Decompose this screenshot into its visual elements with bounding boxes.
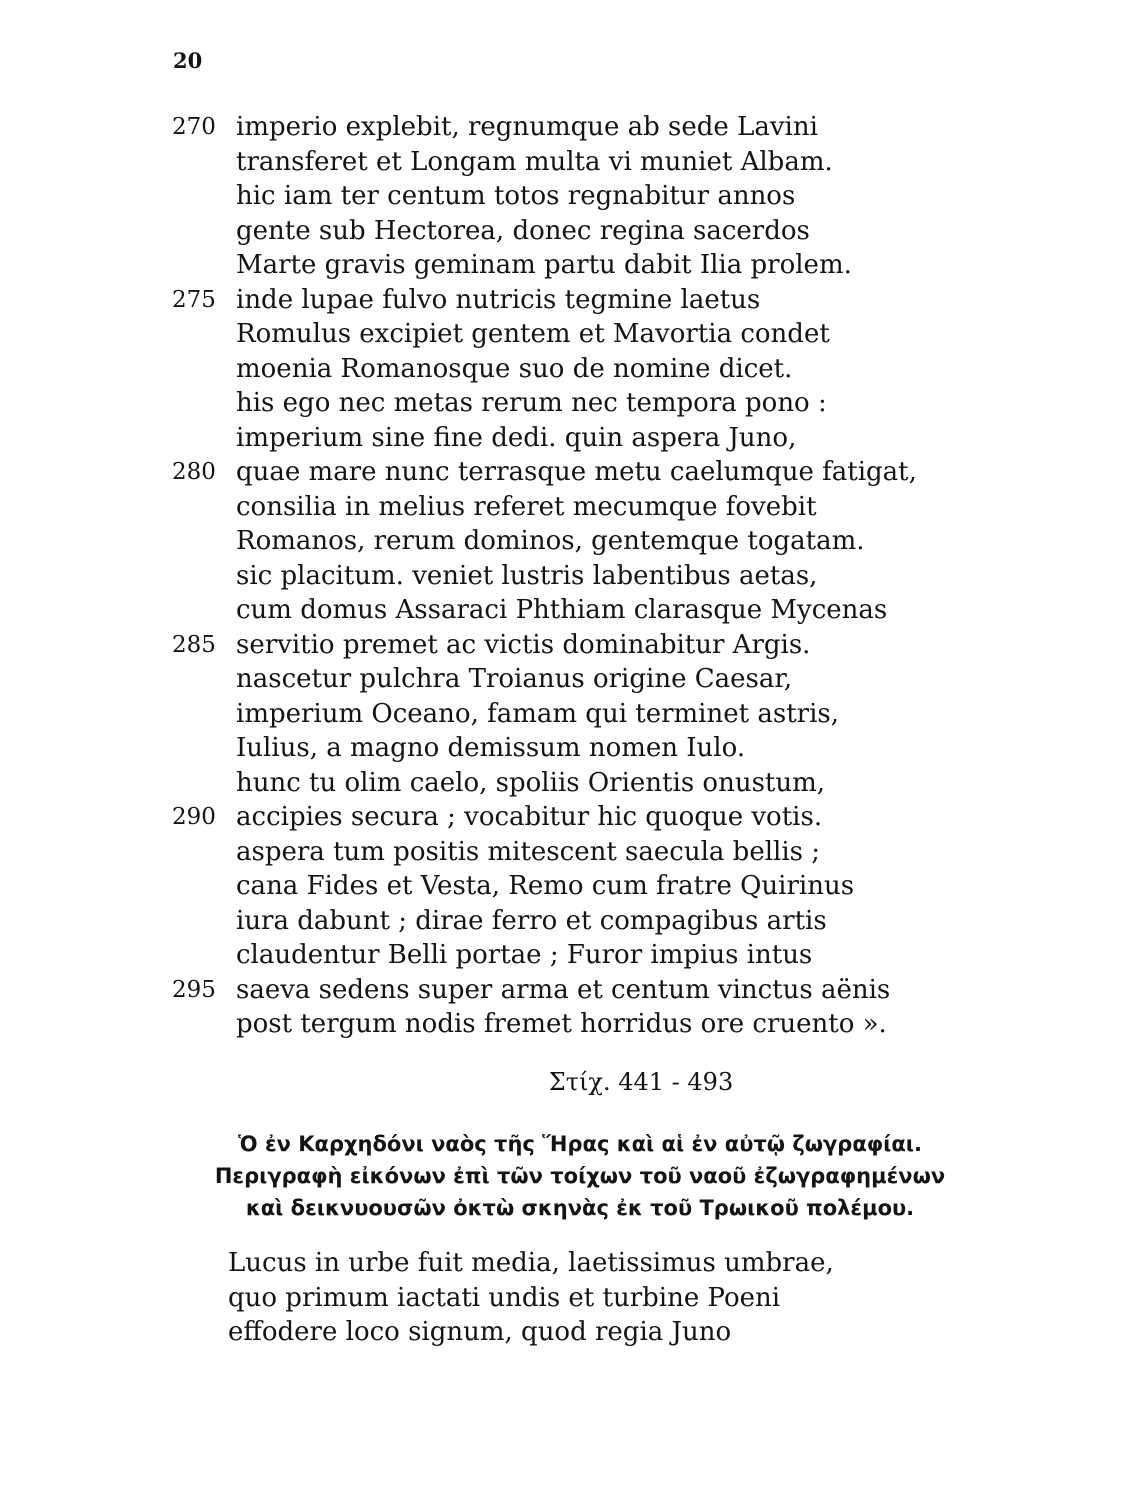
verse-reference: Στίχ. 441 - 493 [548, 1068, 734, 1096]
verse-line [0, 214, 1122, 249]
verse-text: Lucus in urbe fuit media, laetissimus umbrae, [228, 1248, 834, 1278]
heading-line: Ὁ ἐν Καρχηδόνι ναὸς τῆς Ἥρας καὶ αἱ ἐν αὐτῷ ζωγραφίαι. [238, 1132, 922, 1156]
verse-line [0, 662, 1122, 697]
verse-text: imperium Oceano, famam qui terminet astris, [236, 698, 839, 729]
verse-line [0, 697, 1122, 732]
verse-text: hic iam ter centum totos regnabitur annos [236, 181, 796, 211]
verse-line [0, 731, 1122, 766]
verse-line [0, 1281, 1122, 1316]
verse-text: servitio premet ac victis dominabitur Argis. [236, 629, 811, 660]
verse-text: his ego nec metas rerum nec tempora pono : [236, 388, 827, 418]
verse-text: quae mare nunc terrasque metu caelumque fatigat, [236, 457, 917, 487]
verse-text: Iulius, a magno demissum nomen Iulo. [236, 733, 746, 763]
verse-text: moenia Romanosque suo de nomine dicet. [236, 353, 793, 384]
verse-line [0, 110, 1122, 145]
page-number: 20 [173, 48, 203, 73]
verse-text: imperium sine fine dedi. quin aspera Juno, [236, 422, 797, 453]
verse-text: cum domus Assaraci Phthiam clarasque Mycenas [236, 595, 888, 625]
verse-text: transferet et Longam multa vi muniet Albam. [236, 146, 833, 177]
verse-line [0, 248, 1122, 283]
verse-text: imperio explebit, regnumque ab sede Lavini [236, 112, 818, 142]
verse-text: aspera tum positis mitescent saecula bellis ; [236, 836, 821, 867]
poem-passage [0, 110, 1122, 1042]
verse-line [0, 628, 1122, 663]
verse-line [0, 524, 1122, 559]
verse-line [0, 421, 1122, 456]
verse-line [0, 352, 1122, 387]
verse-line [0, 904, 1122, 939]
verse-text: accipies secura ; vocabitur hic quoque votis. [236, 802, 823, 832]
verse-line [0, 766, 1122, 801]
verse-text: nascetur pulchra Troianus origine Caesar, [236, 664, 793, 694]
verse-text: post tergum nodis fremet horridus ore cruento ». [236, 1009, 887, 1039]
verse-text: iura dabunt ; dirae ferro et compagibus artis [236, 905, 827, 936]
verse-number: 270 [172, 114, 216, 140]
verse-text: gente sub Hectorea, donec regina sacerdos [236, 215, 810, 246]
verse-line [0, 317, 1122, 352]
verse-text: Romulus excipiet gentem et Mavortia condet [236, 319, 830, 349]
verse-number: 290 [172, 804, 216, 830]
heading-line: καὶ δεικνυουσῶν ὀκτὼ σκηνὰς ἐκ τοῦ Τρωικοῦ πολέμου. [245, 1196, 915, 1220]
verse-text: cana Fides et Vesta, Remo cum fratre Quirinus [236, 871, 855, 901]
verse-line [0, 490, 1122, 525]
verse-line [0, 869, 1122, 904]
verse-number: 285 [172, 631, 216, 658]
verse-text: Marte gravis geminam partu dabit Ilia prolem. [236, 250, 852, 280]
section-heading [150, 1128, 1010, 1224]
verse-text: sic placitum. veniet lustris labentibus aetas, [236, 560, 818, 591]
verse-text: claudentur Belli portae ; Furor impius intus [236, 940, 813, 970]
verse-line [0, 835, 1122, 870]
verse-line [0, 145, 1122, 180]
verse-line [0, 938, 1122, 973]
verse-number: 280 [172, 459, 216, 485]
verse-text: quo primum iactati undis et turbine Poeni [228, 1282, 781, 1313]
verse-number: 275 [172, 286, 216, 313]
verse-line [0, 455, 1122, 490]
verse-line [0, 973, 1122, 1008]
verse-line [0, 1246, 1122, 1281]
verse-line [0, 1315, 1122, 1350]
verse-line [0, 1007, 1122, 1042]
verse-text: consilia in melius referet mecumque fovebit [236, 491, 817, 522]
verse-line [0, 593, 1122, 628]
verse-number: 295 [172, 976, 216, 1003]
verse-text: saeva sedens super arma et centum vinctus aënis [236, 974, 891, 1005]
verse-text: inde lupae fulvo nutricis tegmine laetus [236, 284, 761, 315]
verse-line [0, 559, 1122, 594]
heading-line: Περιγραφὴ εἰκόνων ἐπὶ τῶν τοίχων τοῦ ναοῦ ἐζωγραφημένων [214, 1164, 946, 1188]
verse-text: effodere loco signum, quod regia Juno [228, 1317, 732, 1347]
verse-text: Romanos, rerum dominos, gentemque togatam. [236, 526, 865, 556]
verse-line [0, 800, 1122, 835]
verse-line [0, 179, 1122, 214]
verse-text: hunc tu olim caelo, spoliis Orientis onustum, [236, 767, 826, 798]
verse-line [0, 386, 1122, 421]
second-passage [0, 1246, 1122, 1350]
verse-line [0, 283, 1122, 318]
